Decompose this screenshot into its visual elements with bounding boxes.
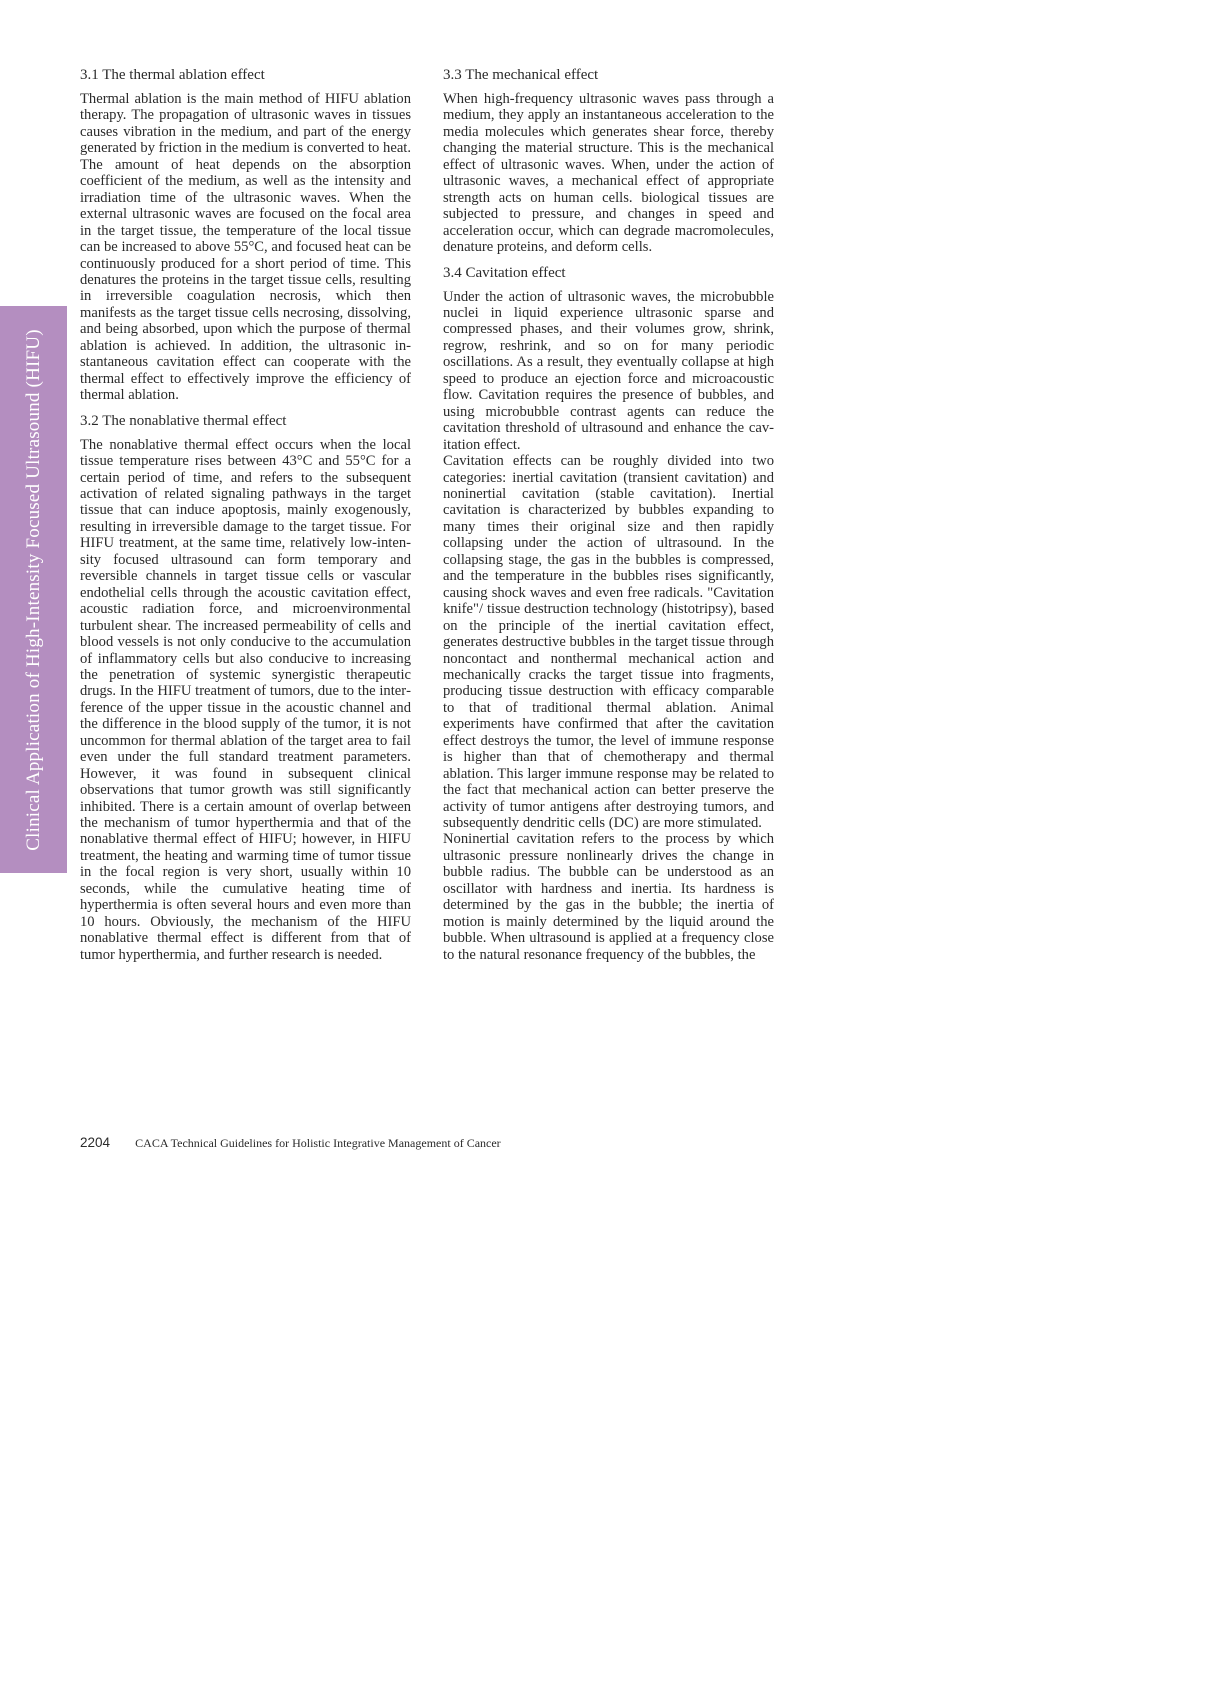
page-number: 2204: [80, 1135, 111, 1150]
section-heading-3-1: 3.1 The thermal ablation effect: [80, 67, 265, 83]
side-tab: [0, 306, 67, 873]
section-heading-3-4: 3.4 Cavitation effect: [443, 264, 566, 281]
section-3-2-paragraph: The nonablative thermal effect occurs when the local tissue temperature rises between 43°C and 55°C for a certain period of time, and refers to the subsequent activation of related signaling pathways in the target tissue that can induce apoptosis, mainly exogenously, resulting in irreversible damage to the target tissue. For HIFU treatment, at the same time, relatively low-intensity focused ultrasound can form temporary and reversible channels in target tissue cells or vascular endothelial cells through the acoustic cavitation effect, acoustic radiation force, and microenvironmental turbulent shear. The increased permeability of cells and blood vessels is not only conducive to the accumulation of inflammatory cells but also conducive to increasing the penetration of systemic synergistic therapeutic drugs. In the HIFU treatment of tumors, due to the interference of the upper tissue in the acoustic channel and the difference in the blood supply of the tumor, it is not uncommon for thermal ablation of the target area to fail even under the full standard treatment parameters. However, it was found in subsequent clinical observations that tumor growth was still significantly inhibited. There is a certain amount of overlap between the mechanism of tumor hyperthermia and that of the nonablative thermal effect of HIFU; however, in HIFU treatment, the heating and warming time of tumor tissue in the focal region is very short, usually within 10 seconds, while the cumulative heating time of hyperthermia is often several hours and even more than 10 hours. Obviously, the mechanism of the HIFU nonablative thermal effect is different from that of tumor hyperthermia, and further research is needed.: [80, 436, 411, 963]
left-column: [80, 66, 411, 963]
section-3-4-paragraph-3: Noninertial cavitation refers to the process by which ultrasonic pressure nonlinearly drives the change in bubble radius. The bubble can be understood as an oscillator with hardness and inertia. Its hardness is determined by the gas in the bubble; the inertia of motion is mainly determined by the liquid around the bubble. When ultrasound is applied at a frequency close to the natural resonance frequency of the bubbles, the: [443, 831, 774, 963]
section-3-4-paragraph-2: Cavitation effects can be roughly divided into two categories: inertial cavitation (transient cavitation) and noninertial cavitation (stable cavitation). Inertial cavitation is characterized by bubbles expanding to many times their original size and then rapidly collapsing under the action of ultrasound. In the collapsing stage, the gas in the bubbles is compressed, and the temperature in the bubbles rises significantly, causing shock waves and even free radicals. "Cavitation knife"/ tissue destruction technology (histotripsy), based on the principle of the inertial cavitation effect, generates destructive bubbles in the target tissue through noncontact and nonthermal mechanical action and mechanically cracks the target tissue into fragments, producing tissue destruction with efficacy comparable to that of traditional thermal ablation. Animal experiments have confirmed that after the cavitation effect destroys the tumor, the level of immune response is higher than that of chemotherapy and thermal ablation. This larger immune response may be related to the fact that mechanical action can better preserve the activity of tumor antigens after destroying tumors, and subsequently dendritic cells (DC) are more stimulated.: [443, 453, 774, 832]
page-footer: [80, 1135, 501, 1151]
section-3-1-paragraph: Thermal ablation is the main method of HIFU ablation therapy. The propagation of ultrasonic waves in tissues causes vibration in the medium, and part of the energy generated by friction in the medium is converted to heat. The amount of heat depends on the absorption coefficient of the medium, as well as the intensity and irradiation time of the ultrasonic waves. When the external ultrasonic waves are focused on the focal area in the target tissue, the temperature of the local tissue can be increased to above 55°C, and focused heat can be continuously produced for a short period of time. This denatures the proteins in the target tissue cells, resulting in irreversible coagulation necrosis, which then manifests as the target tissue cells necrosing, dissolving, and being absorbed, upon which the purpose of thermal ablation is achieved. In addition, the ultrasonic instantaneous cavitation effect can cooperate with the thermal effect to effectively improve the efficiency of thermal ablation.: [80, 91, 411, 404]
running-title: CACA Technical Guidelines for Holistic Integrative Management of Cancer: [135, 1136, 501, 1150]
section-3-4-paragraph-1: Under the action of ultrasonic waves, the microbubble nuclei in liquid experience ultrasonic sparse and compressed phases, and their volumes grow, shrink, regrow, reshrink, and so on for many periodic oscillations. As a result, they eventually collapse at high speed to produce an ejection force and microacoustic flow. Cavitation requires the presence of bubbles, and using microbubble contrast agents can reduce the cavitation threshold of ultrasound and enhance the cavitation effect.: [443, 288, 774, 453]
section-heading-3-3: 3.3 The mechanical effect: [443, 67, 599, 83]
section-heading-3-2: 3.2 The nonablative thermal effect: [80, 412, 287, 429]
section-3-3-paragraph: When high-frequency ultrasonic waves pass through a medium, they apply an instantaneous acceleration to the media molecules which generates shear force, thereby changing the material structure. This is the mechanical effect of ultrasonic waves. When, under the action of ultrasonic waves, a mechanical effect of appropriate strength acts on human cells. biological tissues are subjected to pressure, and changes in speed and acceleration occur, which can degrade macromolecules, denature proteins, and deform cells.: [443, 91, 774, 256]
side-tab-title: Clinical Application of High-Intensity Focused Ultrasound (HIFU): [22, 328, 44, 851]
right-column: [443, 66, 774, 963]
